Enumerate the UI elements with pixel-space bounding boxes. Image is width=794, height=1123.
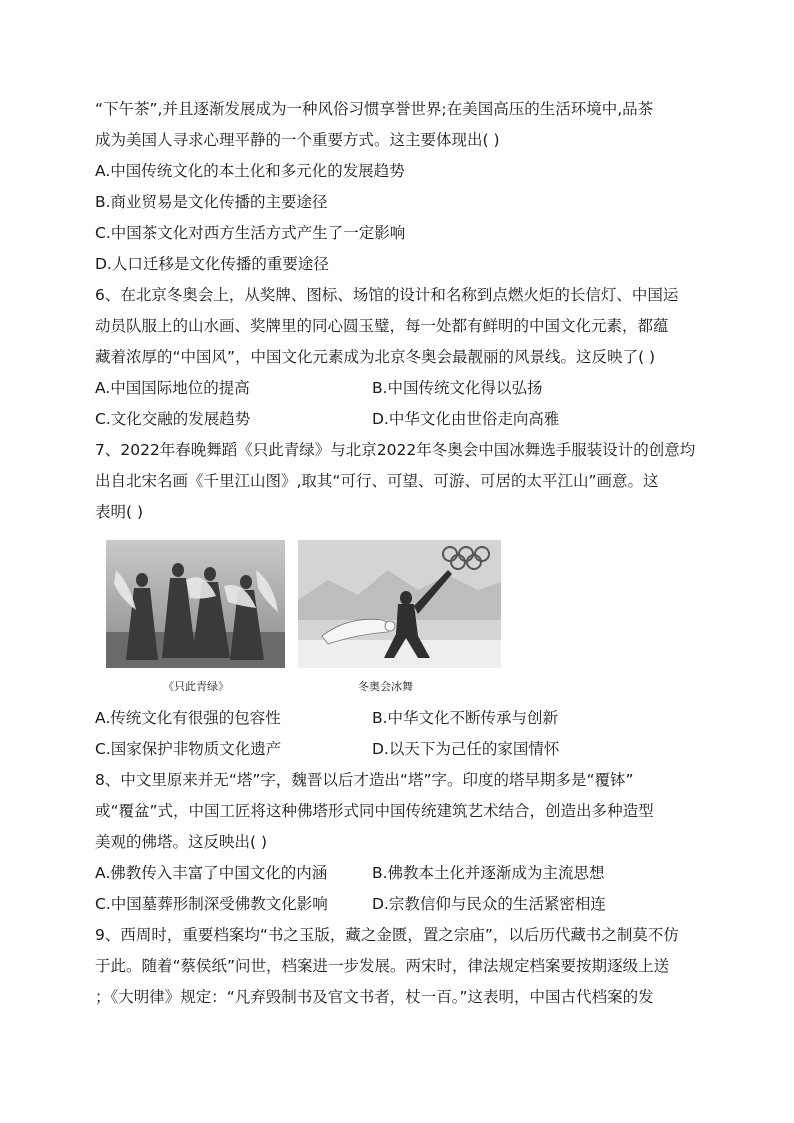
ice-dance-photo	[298, 540, 501, 668]
q6-option-d: D.中华文化由世俗走向高雅	[372, 410, 560, 428]
q7-option-a: A.传统文化有很强的包容性	[95, 709, 281, 727]
ice-dance-photo-caption: 冬奥会冰舞	[358, 680, 413, 693]
q6-stem-line-1: 6、在北京冬奥会上，从奖牌、图标、场馆的设计和名称到点燃火炬的长信灯、中国运	[95, 286, 679, 304]
q6-option-b: B.中国传统文化得以弘扬	[372, 379, 543, 397]
q9-stem-line-3: ；《大明律》规定：“凡弃毁制书及官文书者，杖一百。”这表明，中国古代档案的发	[95, 988, 654, 1006]
q6-option-a: A.中国国际地位的提高	[95, 379, 250, 397]
q8-stem-line-1: 8、中文里原来并无“塔”字，魏晋以后才造出“塔”字。印度的塔早期多是“覆钵”	[95, 771, 634, 789]
q9-stem-line-1: 9、西周时，重要档案均“书之玉版，藏之金匮，置之宗庙”，以后历代藏书之制莫不仿	[95, 926, 679, 944]
q7-option-b: B.中华文化不断传承与创新	[372, 709, 559, 727]
dance-photo	[106, 540, 285, 668]
q8-option-c: C.中国墓葬形制深受佛教文化影响	[95, 895, 328, 913]
q6-stem-line-3: 藏着浓厚的“中国风”，中国文化元素成为北京冬奥会最靓丽的风景线。这反映了( )	[95, 348, 656, 366]
q8-option-b: B.佛教本土化并逐渐成为主流思想	[372, 864, 605, 882]
q5-option-b: B.商业贸易是文化传播的主要途径	[95, 193, 328, 211]
q7-stem-line-1: 7、2022年春晚舞蹈《只此青绿》与北京2022年冬奥会中国冰舞选手服装设计的创意均	[95, 441, 696, 459]
dance-photo-caption: 《只此青绿》	[163, 680, 229, 693]
q5-stem-line-1: “下午茶”,并且逐渐发展成为一种风俗习惯享誉世界;在美国高压的生活环境中,品茶	[95, 100, 654, 118]
q8-option-d: D.宗教信仰与民众的生活紧密相连	[372, 895, 606, 913]
q9-stem-line-2: 于此。随着“蔡侯纸”问世，档案进一步发展。两宋时，律法规定档案要按期逐级上送	[95, 957, 670, 975]
q5-option-d: D.人口迁移是文化传播的重要途径	[95, 255, 329, 273]
q7-option-d: D.以天下为己任的家国情怀	[372, 740, 560, 758]
q5-option-c: C.中国茶文化对西方生活方式产生了一定影响	[95, 224, 406, 242]
q6-option-c: C.文化交融的发展趋势	[95, 410, 251, 428]
q6-stem-line-2: 动员队服上的山水画、奖牌里的同心圆玉璧，每一处都有鲜明的中国文化元素，都蕴	[95, 317, 669, 335]
q7-stem-line-3: 表明( )	[95, 503, 144, 521]
q7-stem-line-2: 出自北宋名画《千里江山图》,取其“可行、可望、可游、可居的太平江山”画意。这	[95, 472, 659, 490]
q7-option-c: C.国家保护非物质文化遗产	[95, 740, 282, 758]
q8-stem-line-3: 美观的佛塔。这反映出( )	[95, 833, 268, 851]
q5-option-a: A.中国传统文化的本土化和多元化的发展趋势	[95, 162, 405, 180]
q8-option-a: A.佛教传入丰富了中国文化的内涵	[95, 864, 328, 882]
q5-stem-line-2: 成为美国人寻求心理平静的一个重要方式。这主要体现出( )	[95, 131, 500, 149]
q8-stem-line-2: 或“覆盆”式，中国工匠将这种佛塔形式同中国传统建筑艺术结合，创造出多种造型	[95, 802, 654, 820]
